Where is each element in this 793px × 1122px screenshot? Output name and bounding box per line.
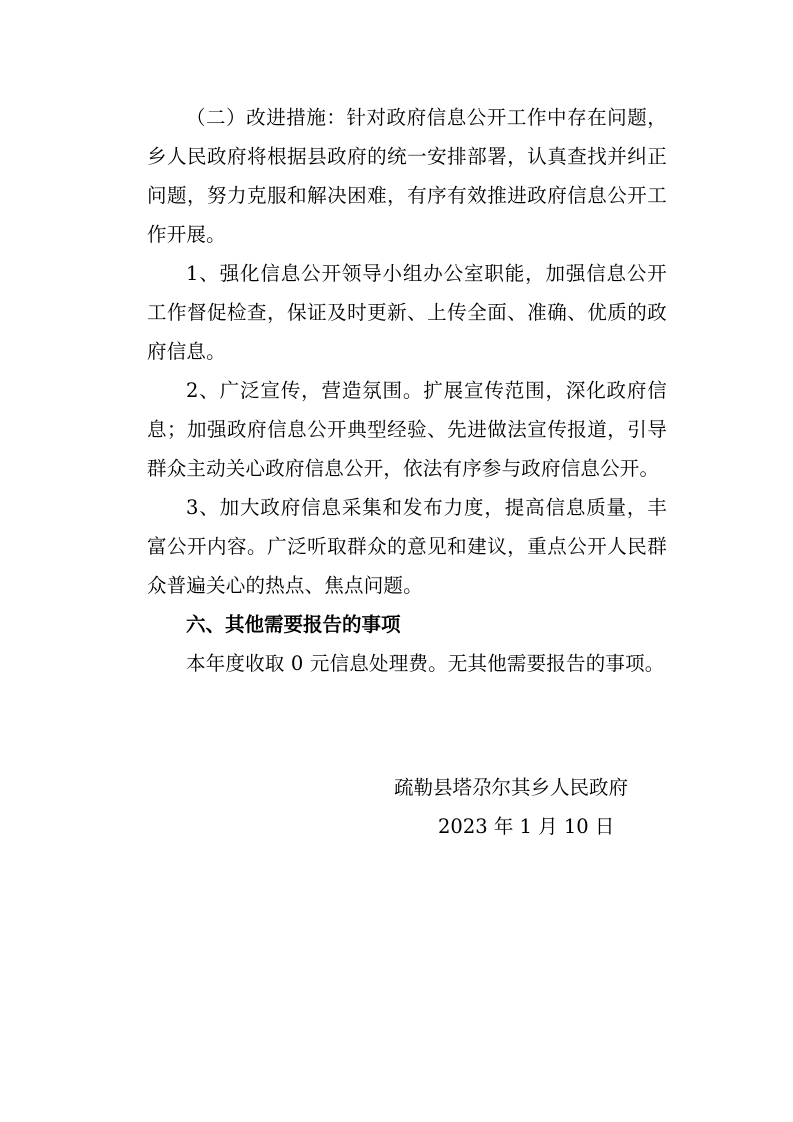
paragraph-measure-3: 3、加大政府信息采集和发布力度，提高信息质量，丰富公开内容。广泛听取群众的意见和建议，重点公开人民群众普遍关心的热点、焦点问题。 xyxy=(147,496,667,597)
signature-organization: 疏勒县塔尕尔其乡人民政府 xyxy=(394,776,629,799)
section-heading-other-matters: 六、其他需要报告的事项 xyxy=(186,613,401,636)
paragraph-measure-2: 2、广泛宣传，营造氛围。扩展宣传范围，深化政府信息；加强政府信息公开典型经验、先进做法宣传报道，引导群众主动关心政府信息公开，依法有序参与政府信息公开。 xyxy=(147,379,667,480)
paragraph-improvement-measures: （二）改进措施：针对政府信息公开工作中存在问题，乡人民政府将根据县政府的统一安排部署，认真查找并纠正问题，努力克服和解决困难，有序有效推进政府信息公开工作开展。 xyxy=(147,106,667,246)
signature-block xyxy=(394,768,694,846)
signature-date: 2023 年 1 月 10 日 xyxy=(438,815,615,838)
paragraph-measure-1: 1、强化信息公开领导小组办公室职能，加强信息公开工作督促检查，保证及时更新、上传全面、准确、优质的政府信息。 xyxy=(147,262,667,363)
document-body xyxy=(147,98,667,683)
paragraph-other-matters: 本年度收取 0 元信息处理费。无其他需要报告的事项。 xyxy=(186,652,665,675)
